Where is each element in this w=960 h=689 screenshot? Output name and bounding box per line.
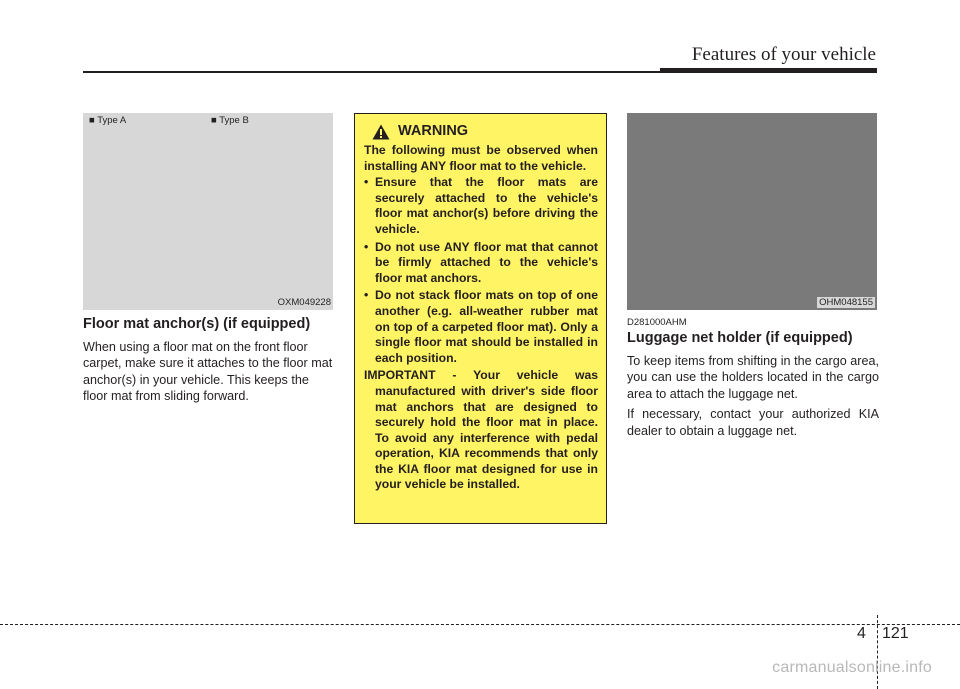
type-b-tag: ■ Type B xyxy=(211,115,249,126)
footer-divider xyxy=(877,615,878,689)
figure-code: OHM048155 xyxy=(819,297,873,308)
footer-rule xyxy=(0,624,960,625)
header-rule-accent xyxy=(660,68,877,73)
bullet: • xyxy=(364,239,369,254)
paragraph: If necessary, contact your authorized KIA dealer to obtain a luggage net. xyxy=(627,407,879,438)
luggage-net-figure xyxy=(627,113,877,310)
warning-title: WARNING xyxy=(398,123,469,139)
header-title: Features of your vehicle xyxy=(691,44,876,65)
floor-mat-anchor-figure xyxy=(83,113,333,310)
luggage-net-heading: Luggage net holder (if equipped) xyxy=(627,330,853,346)
warning-item-text: Ensure that the floor mats are securely attached to the vehicle's floor mat anchor(s) before driving the vehicle. xyxy=(375,175,598,236)
warning-list xyxy=(364,175,598,366)
section-code: D281000AHM xyxy=(627,317,687,328)
warning-item-text: Do not use ANY floor mat that cannot be firmly attached to the vehicle's floor mat anchors. xyxy=(375,239,598,285)
bullet: • xyxy=(364,175,369,190)
warning-item xyxy=(364,240,598,287)
warning-intro: The following must be observed when installing ANY floor mat to the vehicle. xyxy=(364,143,598,173)
floor-mat-heading: Floor mat anchor(s) (if equipped) xyxy=(83,316,311,332)
warning-triangle-icon xyxy=(372,124,390,140)
warning-important: IMPORTANT - Your vehicle was manufactured with driver's side floor mat anchors that are designed to securely hold the floor mat in place. To avoid any interference with pedal operation, KIA recommends that only the KIA floor mat designed for use in your vehicle be installed. xyxy=(364,368,598,492)
chapter-number: 4 xyxy=(857,625,866,642)
type-a-tag: ■ Type A xyxy=(89,115,127,126)
warning-item-text: Do not stack floor mats on top of one another (e.g. all-weather rubber mat on top of a carpeted floor mat). Only a single floor mat should be installed in each position. xyxy=(375,288,598,365)
page-number: 121 xyxy=(882,625,909,642)
warning-item xyxy=(364,175,598,237)
luggage-net-body xyxy=(627,353,879,443)
figure-code: OXM049228 xyxy=(277,297,331,308)
paragraph: To keep items from shifting in the cargo area, you can use the holders located in the cargo area to attach the luggage net. xyxy=(627,354,879,401)
floor-mat-body: When using a floor mat on the front floor carpet, make sure it attaches to the floor mat anchor(s) in your vehicle. This keeps the floor mat from sliding forward. xyxy=(83,340,333,404)
warning-box xyxy=(354,113,607,524)
watermark[interactable]: carmanualsonline.info xyxy=(772,659,932,676)
warning-item xyxy=(364,288,598,366)
warning-header xyxy=(372,123,598,140)
bullet: • xyxy=(364,288,369,303)
